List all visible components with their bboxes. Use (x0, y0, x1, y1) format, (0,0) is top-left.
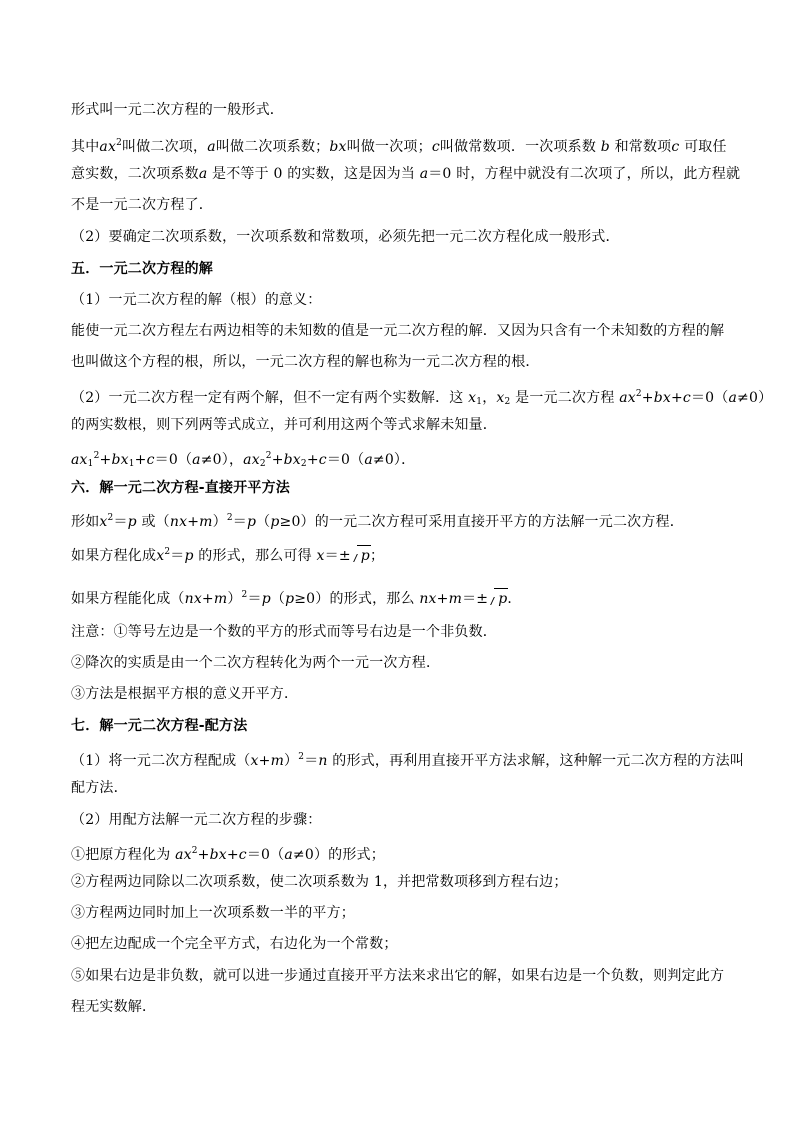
step-line-2: ②方程两边同除以二次项系数，使二次项系数为 1，并把常数项移到方程右边； (71, 874, 568, 890)
text-line-terms: 其中$ax^2$叫做二次项，a叫做二次项系数；bx叫做一次项；c叫做常数项．一次项系数 b 和常数项c 可取任 (71, 138, 727, 155)
text-line-root-def-2: 也叫做这个方程的根，所以，一元二次方程的解也称为一元二次方程的根． (71, 354, 540, 370)
text-line-two-roots: （2）一元二次方程一定有两个解，但不一定有两个实数解．这 $x_1$，$x_2$ 是一元二次方程 $ax^2+bx+c=0(a\ne 0)$ (71, 389, 773, 407)
step-line-1: ①把原方程化为 $ax^2+bx+c=0(a\ne 0)$的形式； (71, 846, 385, 863)
text-line-point-2: （2）要确定二次项系数，一次项系数和常数项，必须先把一元二次方程化成一般形式． (71, 229, 620, 245)
text-line-direct-root-x: 如果方程化成$x^2=p$ 的形式，那么可得 x＝± p； (71, 541, 731, 567)
note-line-2: ②降次的实质是由一个二次方程转化为两个一元一次方程． (71, 655, 441, 671)
section-heading-7: 七．解一元二次方程-配方法 (71, 718, 248, 734)
text-line-root-def-1: 能使一元二次方程左右两边相等的未知数的值是一元二次方程的解．又因为只含有一个未知数的方程的解 (71, 323, 725, 339)
text-line-direct-root-form: 形如$x^2=p$ 或$(nx+m)^2=p(p\ge 0)$的一元二次方程可采用直接开平方的方法解一元二次方程． (71, 513, 684, 530)
step-line-3: ③方程两边同时加上一次项系数一半的平方； (71, 905, 355, 921)
step-line-4: ④把左边配成一个完全平方式，右边化为一个常数； (71, 936, 398, 952)
note-line-1: 注意：①等号左边是一个数的平方的形式而等号右边是一个非负数． (71, 624, 497, 640)
text-line-steps-title: （2）用配方法解一元二次方程的步骤： (71, 812, 322, 828)
note-line-3: ③方法是根据平方根的意义开平方． (71, 686, 299, 702)
text-line-general-form: 形式叫一元二次方程的一般形式． (71, 102, 284, 118)
text-line-root-equations: $ax_1^2+bx_1+c=0(a\ne 0)$，$ax_2^2+bx_2+c=0(a\ne 0)$． (71, 451, 416, 469)
text-line-direct-root-nx: 如果方程能化成$(nx+m)^2=p(p\ge 0)$的形式，那么 nx+m＝± p． (71, 584, 731, 610)
section-heading-5: 五．一元二次方程的解 (71, 261, 213, 277)
text-line-root-meaning: （1）一元二次方程的解（根）的意义： (71, 292, 322, 308)
text-line-not-quadratic: 不是一元二次方程了． (71, 197, 213, 213)
text-line-two-equations: 的两实数根，则下列两等式成立，并可利用这两个等式求解未知量． (71, 417, 497, 433)
step-line-5: ⑤如果右边是非负数，就可以进一步通过直接开平方法来求出它的解，如果右边是一个负数，则判定此方 (71, 968, 725, 984)
text-line-complete-square-2: 配方法． (71, 780, 128, 796)
section-heading-6: 六．解一元二次方程-直接开平方法 (71, 480, 291, 496)
step-line-6: 程无实数解． (71, 999, 157, 1015)
text-line-coefficient: 意实数，二次项系数a 是不等于 0 的实数，这是因为当 a＝0 时，方程中就没有二次项了，所以，此方程就 (71, 166, 741, 182)
text-line-complete-square-1: （1）将一元二次方程配成$(x+m)^2=n$ 的形式，再利用直接开平方法求解，这种解一元二次方程的方法叫 (71, 752, 745, 769)
